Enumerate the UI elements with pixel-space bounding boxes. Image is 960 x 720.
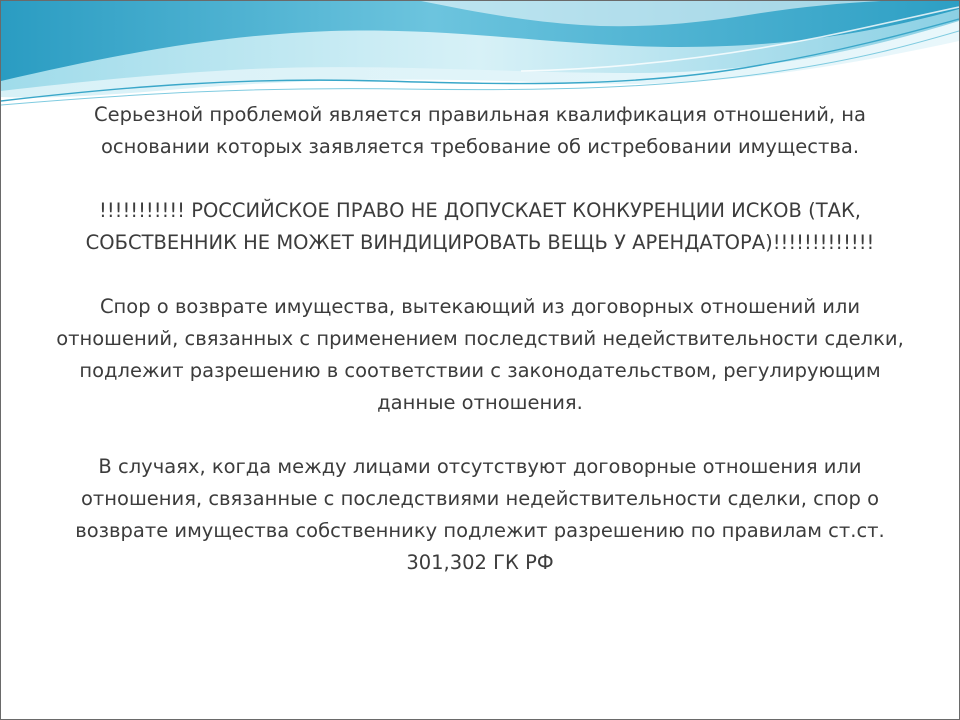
header-wave-decoration [1, 1, 959, 111]
paragraph-contract-dispute: Спор о возврате имущества, вытекающий из договорных отношений или отношений, связанных с применением последствий недействительности сделки, подлежит разрешению в соответствии с законодательством, регулирующим данные отношения. [56, 295, 904, 414]
slide-body [49, 99, 911, 579]
paragraph-no-competition-of-claims: !!!!!!!!!!! РОССИЙСКОЕ ПРАВО НЕ ДОПУСКАЕТ КОНКУРЕНЦИИ ИСКОВ (ТАК, СОБСТВЕННИК НЕ МОЖЕТ ВИНДИЦИРОВАТЬ ВЕЩЬ У АРЕНДАТОРА)!!!!!!!!!!!!! [85, 199, 875, 254]
paragraph-vindication-rules: В случаях, когда между лицами отсутствуют договорные отношения или отношения, связанные с последствиями недействительности сделки, спор о возврате имущества собственнику подлежит разрешению по правилам ст.ст. 301,302 ГК РФ [75, 455, 885, 574]
paragraph-qualification: Серьезной проблемой является правильная квалификация отношений, на основании которых заявляется требование об истребовании имущества. [93, 103, 866, 158]
